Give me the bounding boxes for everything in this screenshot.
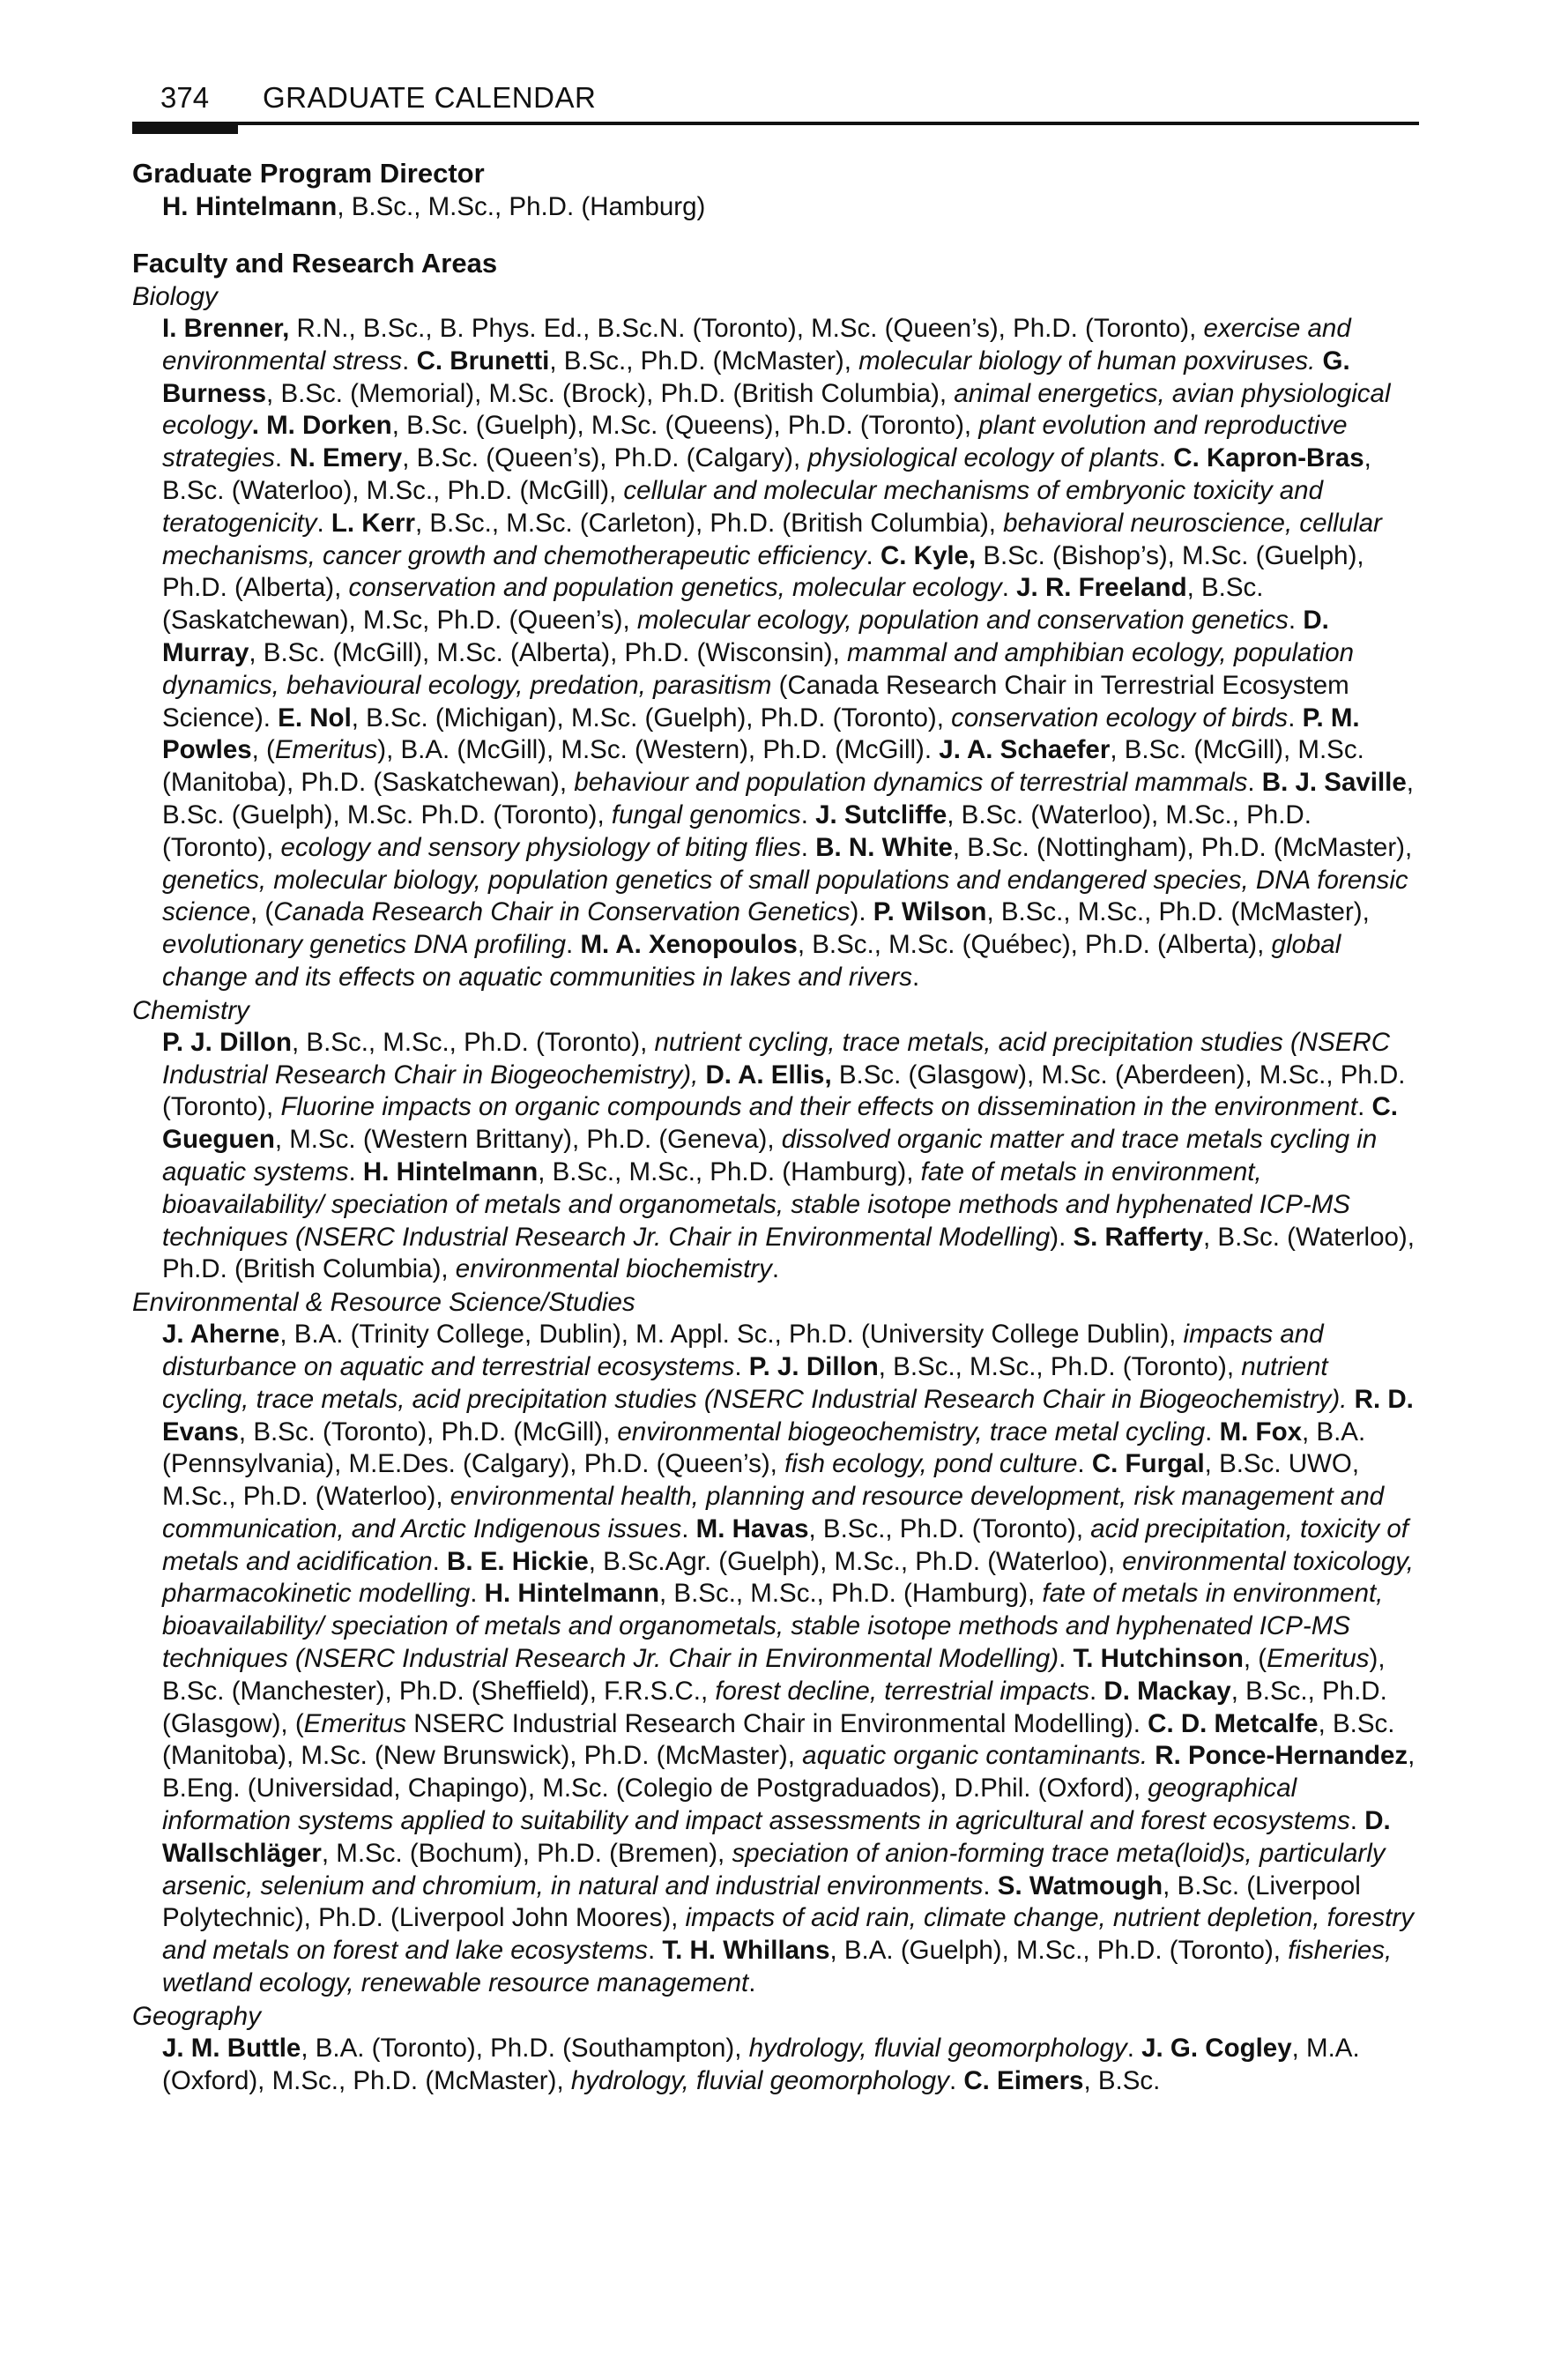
faculty-name: D. Murray <box>162 606 1329 667</box>
running-title: GRADUATE CALENDAR <box>263 81 597 114</box>
page-number: 374 <box>160 81 210 114</box>
faculty-name: L. Kerr <box>331 508 415 538</box>
credentials-text: , B.Sc., Ph.D. (Glasgow), ( <box>162 1676 1387 1738</box>
research-interest: conservation ecology of birds <box>951 703 1289 733</box>
faculty-name: C. Brunetti <box>416 346 550 376</box>
research-interest: geographical information systems applied to suitability and impact assessments in agricultural and forest ecosystems <box>162 1774 1350 1836</box>
credentials-text: , B.Sc. (Guelph), M.Sc. Ph.D. (Toronto), <box>162 768 1414 829</box>
research-interest: fate of metals in environment, bioavailability/ speciation of metals and organometals, stable isotope methods and hyphenated ICP-MS techniques (NSERC Industrial Research Jr. Chair in Environmental Modelling) <box>162 1579 1384 1674</box>
faculty-name: C. Gueguen <box>162 1092 1398 1155</box>
director-details: , B.Sc., M.Sc., Ph.D. (Hamburg) <box>337 192 706 221</box>
credentials-text: , M.A. (Oxford), M.Sc., Ph.D. (McMaster), <box>162 2033 1360 2095</box>
research-interest: fisheries, wetland ecology, renewable resource management <box>162 1936 1393 1998</box>
research-interest: genetics, molecular biology, population genetics of small populations and endangered species, DNA forensic science <box>162 865 1408 927</box>
credentials-text <box>1347 1385 1354 1414</box>
research-interest: fate of metals in environment, bioavailability/ speciation of metals and organometals, stable isotope methods and hyphenated ICP-MS techniques (NSERC Industrial Research Jr. Chair in Environmental Modelling <box>162 1157 1350 1252</box>
faculty-name: J. M. Buttle <box>162 2033 301 2063</box>
research-interest: Fluorine impacts on organic compounds and their effects on dissemination in the environment <box>280 1092 1358 1122</box>
credentials-text: , M.Sc. (Bochum), Ph.D. (Bremen), <box>321 1838 732 1868</box>
credentials-text: B.Sc. (Glasgow), M.Sc. (Aberdeen), M.Sc., Ph.D. (Toronto), <box>162 1060 1406 1122</box>
research-interest: animal energetics, avian physiological ecology <box>162 378 1391 441</box>
faculty-name: C. Eimers <box>963 2065 1084 2095</box>
credentials-text: . <box>948 2065 964 2095</box>
research-interest: global change and its effects on aquatic communities in lakes and rivers <box>162 930 1341 992</box>
faculty-paragraph <box>162 2033 1419 2098</box>
credentials-text: , B.Sc. (Waterloo), Ph.D. (British Columbia), <box>162 1222 1415 1284</box>
credentials-text: . <box>1357 1092 1372 1122</box>
faculty-paragraph <box>162 313 1419 994</box>
credentials-text: . <box>1001 573 1017 603</box>
research-interest: environmental biochemistry <box>455 1254 772 1284</box>
faculty-name: R. D. Evans <box>162 1384 1414 1447</box>
faculty-name: S. Rafferty <box>1073 1222 1204 1252</box>
faculty-name: P. J. Dillon <box>748 1351 879 1381</box>
research-interest: plant evolution and reproductive strategies <box>162 411 1348 473</box>
credentials-text: . <box>983 1871 998 1900</box>
header-rule <box>132 122 1419 125</box>
credentials-text: . <box>1158 443 1174 473</box>
credentials-text: . <box>348 1157 363 1186</box>
credentials-text: , B.Sc. (Memorial), M.Sc. (Brock), Ph.D. (British Columbia), <box>266 378 955 408</box>
credentials-text: . <box>274 443 290 473</box>
page-header <box>132 81 1419 132</box>
faculty-name: B. E. Hickie <box>447 1546 589 1576</box>
credentials-text: , B.Sc., Ph.D. (McMaster), <box>549 346 859 376</box>
faculty-name: H. Hintelmann <box>362 1157 539 1186</box>
credentials-text: . <box>800 800 816 829</box>
faculty-name: J. R. Freeland <box>1016 573 1187 603</box>
research-interest: impacts of acid rain, climate change, nutrient depletion, forestry and metals on forest and lake ecosystems <box>162 1903 1414 1966</box>
credentials-text: R.N., B.Sc., B. Phys. Ed., B.Sc.N. (Toronto), M.Sc. (Queen’s), Ph.D. (Toronto), <box>289 314 1204 343</box>
credentials-text: B.Sc. (Bishop’s), M.Sc. (Guelph), Ph.D. (Alberta), <box>162 540 1364 603</box>
credentials-text: , B.Sc., M.Sc. (Québec), Ph.D. (Alberta), <box>797 930 1272 960</box>
faculty-name: D. A. Ellis, <box>705 1060 832 1090</box>
credentials-text: . <box>800 832 816 862</box>
credentials-text: ), B.A. (McGill), M.Sc. (Western), Ph.D. (McGill). <box>377 735 940 765</box>
faculty-name: M. Fox <box>1219 1417 1302 1447</box>
faculty-name: T. H. Whillans <box>662 1936 830 1966</box>
research-interest: environmental toxicology, pharmacokinetic modelling <box>162 1546 1414 1609</box>
faculty-heading: Faculty and Research Areas <box>132 248 498 279</box>
credentials-text: NSERC Industrial Research Chair in Environmental Modelling). <box>406 1708 1148 1738</box>
faculty-name: C. D. Metcalfe <box>1148 1708 1319 1738</box>
credentials-text: , B.A. (Trinity College, Dublin), M. Appl. Sc., Ph.D. (University College Dublin), <box>279 1320 1184 1350</box>
credentials-text: . <box>771 1254 780 1284</box>
credentials-text: ), B.Sc. (Manchester), Ph.D. (Sheffield), F.R.S.C., <box>162 1644 1386 1706</box>
credentials-text: . <box>402 346 417 376</box>
credentials-text: , B.Sc., Ph.D. (Toronto), <box>808 1514 1091 1543</box>
area-title: Environmental & Resource Science/Studies <box>132 1288 635 1318</box>
credentials-text: , B.Sc. (Waterloo), M.Sc., Ph.D. (McGill), <box>162 443 1371 505</box>
credentials-text: , B.Sc. (Saskatchewan), M.Sc, Ph.D. (Queen’s), <box>162 573 1264 636</box>
faculty-name: M. Havas <box>695 1514 809 1543</box>
credentials-text: , B.Sc. (Waterloo), M.Sc., Ph.D. (Toronto), <box>162 800 1312 862</box>
faculty-name: G. Burness <box>162 346 1350 408</box>
credentials-text: , B.Sc. (McGill), M.Sc. (Alberta), Ph.D. (Wisconsin), <box>249 637 847 667</box>
director-name: H. Hintelmann <box>162 192 338 221</box>
research-interest: behavioral neuroscience, cellular mechanisms, cancer growth and chemotherapeutic efficiency <box>162 508 1382 570</box>
faculty-name: D. Wallschläger <box>162 1806 1391 1868</box>
faculty-name: B. N. White <box>815 832 953 862</box>
area-title: Geography <box>132 2001 261 2031</box>
research-interest: environmental biogeochemistry, trace metal cycling <box>617 1417 1206 1447</box>
credentials-text: , B.Sc. UWO, M.Sc., Ph.D. (Waterloo), <box>162 1449 1360 1512</box>
credentials-text: , B.Sc. (Liverpool Polytechnic), Ph.D. (Liverpool John Moores), <box>162 1871 1361 1933</box>
faculty-name: D. Mackay <box>1103 1676 1231 1706</box>
research-interest: nutrient cycling, trace metals, acid precipitation studies (NSERC Industrial Research Chair in Biogeochemistry). <box>162 1351 1348 1414</box>
credentials-text: , B.Sc.Agr. (Guelph), M.Sc., Ph.D. (Waterloo), <box>588 1546 1123 1576</box>
credentials-text: . <box>316 508 331 538</box>
page-content <box>132 157 1419 2097</box>
credentials-text: , B.A. (Pennsylvania), M.E.Des. (Calgary), Ph.D. (Queen’s), <box>162 1417 1366 1479</box>
research-interest: evolutionary genetics DNA profiling <box>162 930 567 960</box>
research-interest: Canada Research Chair in Conservation Genetics <box>273 897 851 927</box>
faculty-name: P. Wilson <box>873 897 987 927</box>
faculty-name: T. Hutchinson <box>1073 1644 1244 1674</box>
research-interest: behaviour and population dynamics of terrestrial mammals <box>574 768 1248 798</box>
faculty-name: P. M. Powles <box>162 703 1360 765</box>
credentials-text: . <box>681 1514 696 1543</box>
credentials-text: , M.Sc. (Western Brittany), Ph.D. (Geneva), <box>274 1125 782 1155</box>
credentials-text: . <box>748 1968 756 1998</box>
faculty-name: C. Kyle, <box>880 540 977 570</box>
credentials-text: . <box>1126 2033 1142 2063</box>
research-interest: cellular and molecular mechanisms of embryonic toxicity and teratogenicity <box>162 475 1323 538</box>
credentials-text: , B.A. (Toronto), Ph.D. (Southampton), <box>301 2033 749 2063</box>
research-interest: dissolved organic matter and trace metals cycling in aquatic systems <box>162 1125 1378 1186</box>
faculty-name: M. A. Xenopoulos <box>580 930 798 960</box>
credentials-text: . <box>1059 1644 1074 1674</box>
credentials-text: . <box>866 540 881 570</box>
credentials-text: . <box>1205 1417 1220 1447</box>
area-title: Biology <box>132 282 218 311</box>
faculty-name: J. Aherne <box>162 1320 280 1350</box>
credentials-text: , B.Sc., M.Sc., Ph.D. (McMaster), <box>986 897 1370 927</box>
faculty-paragraph <box>162 1319 1419 2000</box>
credentials-text: ). <box>1050 1222 1074 1252</box>
credentials-text: , ( <box>251 735 275 765</box>
faculty-name: C. Kapron-Bras <box>1173 443 1364 473</box>
faculty-name: I. Brenner, <box>162 314 290 343</box>
research-interest: hydrology, fluvial geomorphology <box>748 2033 1127 2063</box>
credentials-text: , B.Sc., M.Sc., Ph.D. (Hamburg), <box>659 1579 1043 1609</box>
credentials-text: , B.Sc. (Queen’s), Ph.D. (Calgary), <box>402 443 808 473</box>
credentials-text: . <box>432 1546 448 1576</box>
credentials-text: , B.Sc. (Toronto), Ph.D. (McGill), <box>238 1417 618 1447</box>
faculty-name: H. Hintelmann <box>484 1579 659 1609</box>
research-interest: ecology and sensory physiology of biting flies <box>280 832 801 862</box>
research-interest: Emeritus <box>1267 1644 1370 1674</box>
faculty-name: R. Ponce-Hernandez <box>1155 1741 1408 1771</box>
research-interest: environmental health, planning and resource development, risk management and communication, and Arctic Indigenous issues <box>162 1482 1385 1543</box>
credentials-text: , B.Eng. (Universidad, Chapingo), M.Sc. (Colegio de Postgraduados), D.Phil. (Oxford), <box>162 1741 1416 1804</box>
research-interest: fish ecology, pond culture <box>784 1449 1078 1479</box>
faculty-name: B. J. Saville <box>1261 768 1407 798</box>
faculty-name: P. J. Dillon <box>162 1027 292 1057</box>
research-areas <box>132 280 1419 2097</box>
research-interest: mammal and amphibian ecology, population dynamics, behavioural ecology, predation, parasitism <box>162 637 1355 700</box>
research-interest: nutrient cycling, trace metals, acid precipitation studies (NSERC Industrial Research Chair in Biogeochemistry), <box>162 1027 1391 1090</box>
research-interest: Emeritus <box>303 1708 407 1738</box>
credentials-text: ). <box>850 897 873 927</box>
faculty-paragraph <box>162 1027 1419 1286</box>
credentials-text: . <box>1247 768 1262 798</box>
research-interest: aquatic organic contaminants. <box>802 1741 1148 1771</box>
research-interest: exercise and environmental stress <box>162 314 1351 376</box>
credentials-text: , B.Sc., M.Sc. (Carleton), Ph.D. (British Columbia), <box>414 508 1004 538</box>
credentials-text: , ( <box>250 897 274 927</box>
research-interest: physiological ecology of plants <box>807 443 1159 473</box>
credentials-text: , B.Sc. <box>1083 2065 1161 2095</box>
credentials-text: , B.Sc. (Nottingham), Ph.D. (McMaster), <box>952 832 1413 862</box>
research-interest: acid precipitation, toxicity of metals and acidification <box>162 1514 1408 1576</box>
credentials-text: . <box>1349 1806 1365 1836</box>
faculty-name: N. Emery <box>289 443 403 473</box>
credentials-text: , B.Sc., M.Sc., Ph.D. (Toronto), <box>878 1351 1242 1381</box>
director-heading: Graduate Program Director <box>132 158 485 189</box>
research-interest: Emeritus <box>274 735 378 765</box>
credentials-text <box>1315 346 1322 376</box>
research-interest: fungal genomics <box>611 800 801 829</box>
credentials-text: , B.Sc., M.Sc., Ph.D. (Toronto), <box>292 1027 655 1057</box>
credentials-text: . <box>566 930 581 960</box>
research-interest: molecular biology of human poxviruses. <box>858 346 1316 376</box>
header-rule-tab <box>132 122 238 134</box>
faculty-name: C. Furgal <box>1091 1449 1205 1479</box>
director-entry <box>162 190 1419 224</box>
credentials-text: (Canada Research Chair in Terrestrial Ecosystem Science). <box>162 670 1349 733</box>
faculty-name: S. Watmough <box>997 1871 1163 1900</box>
credentials-text: . <box>647 1936 663 1966</box>
faculty-name: E. Nol <box>278 703 352 733</box>
credentials-text: , B.Sc. (McGill), M.Sc. (Manitoba), Ph.D. (Saskatchewan), <box>162 735 1364 798</box>
faculty-name: J. A. Schaefer <box>939 735 1111 765</box>
credentials-text: . <box>1077 1449 1092 1479</box>
research-interest: forest decline, terrestrial impacts <box>715 1676 1089 1706</box>
credentials-text: , B.Sc. (Michigan), M.Sc. (Guelph), Ph.D. (Toronto), <box>351 703 952 733</box>
credentials-text: , ( <box>1243 1644 1267 1674</box>
credentials-text: . <box>734 1351 749 1381</box>
credentials-text: . <box>1288 703 1303 733</box>
credentials-text: , B.Sc. (Guelph), M.Sc. (Queens), Ph.D. (Toronto), <box>391 411 979 441</box>
research-interest: hydrology, fluvial geomorphology <box>570 2065 949 2095</box>
credentials-text: , B.Sc. (Manitoba), M.Sc. (New Brunswick), Ph.D. (McMaster), <box>162 1708 1395 1771</box>
credentials-text: . <box>1288 606 1304 636</box>
research-interest: conservation and population genetics, molecular ecology <box>348 573 1002 603</box>
area-title: Chemistry <box>132 995 249 1025</box>
research-interest: speciation of anion-forming trace meta(loid)s, particularly arsenic, selenium and chromium, in natural and industrial environments <box>162 1838 1386 1900</box>
credentials-text: . <box>912 962 920 992</box>
research-interest: impacts and disturbance on aquatic and terrestrial ecosystems <box>162 1320 1324 1381</box>
research-interest: molecular ecology, population and conservation genetics <box>636 606 1289 636</box>
credentials-text: , B.A. (Guelph), M.Sc., Ph.D. (Toronto), <box>829 1936 1289 1966</box>
faculty-name: J. Sutcliffe <box>815 800 947 829</box>
faculty-name: . M. Dorken <box>251 411 392 441</box>
credentials-text: . <box>470 1579 485 1609</box>
faculty-name: J. G. Cogley <box>1141 2033 1292 2063</box>
credentials-text: . <box>1089 1676 1104 1706</box>
credentials-text: , B.Sc., M.Sc., Ph.D. (Hamburg), <box>538 1157 921 1186</box>
